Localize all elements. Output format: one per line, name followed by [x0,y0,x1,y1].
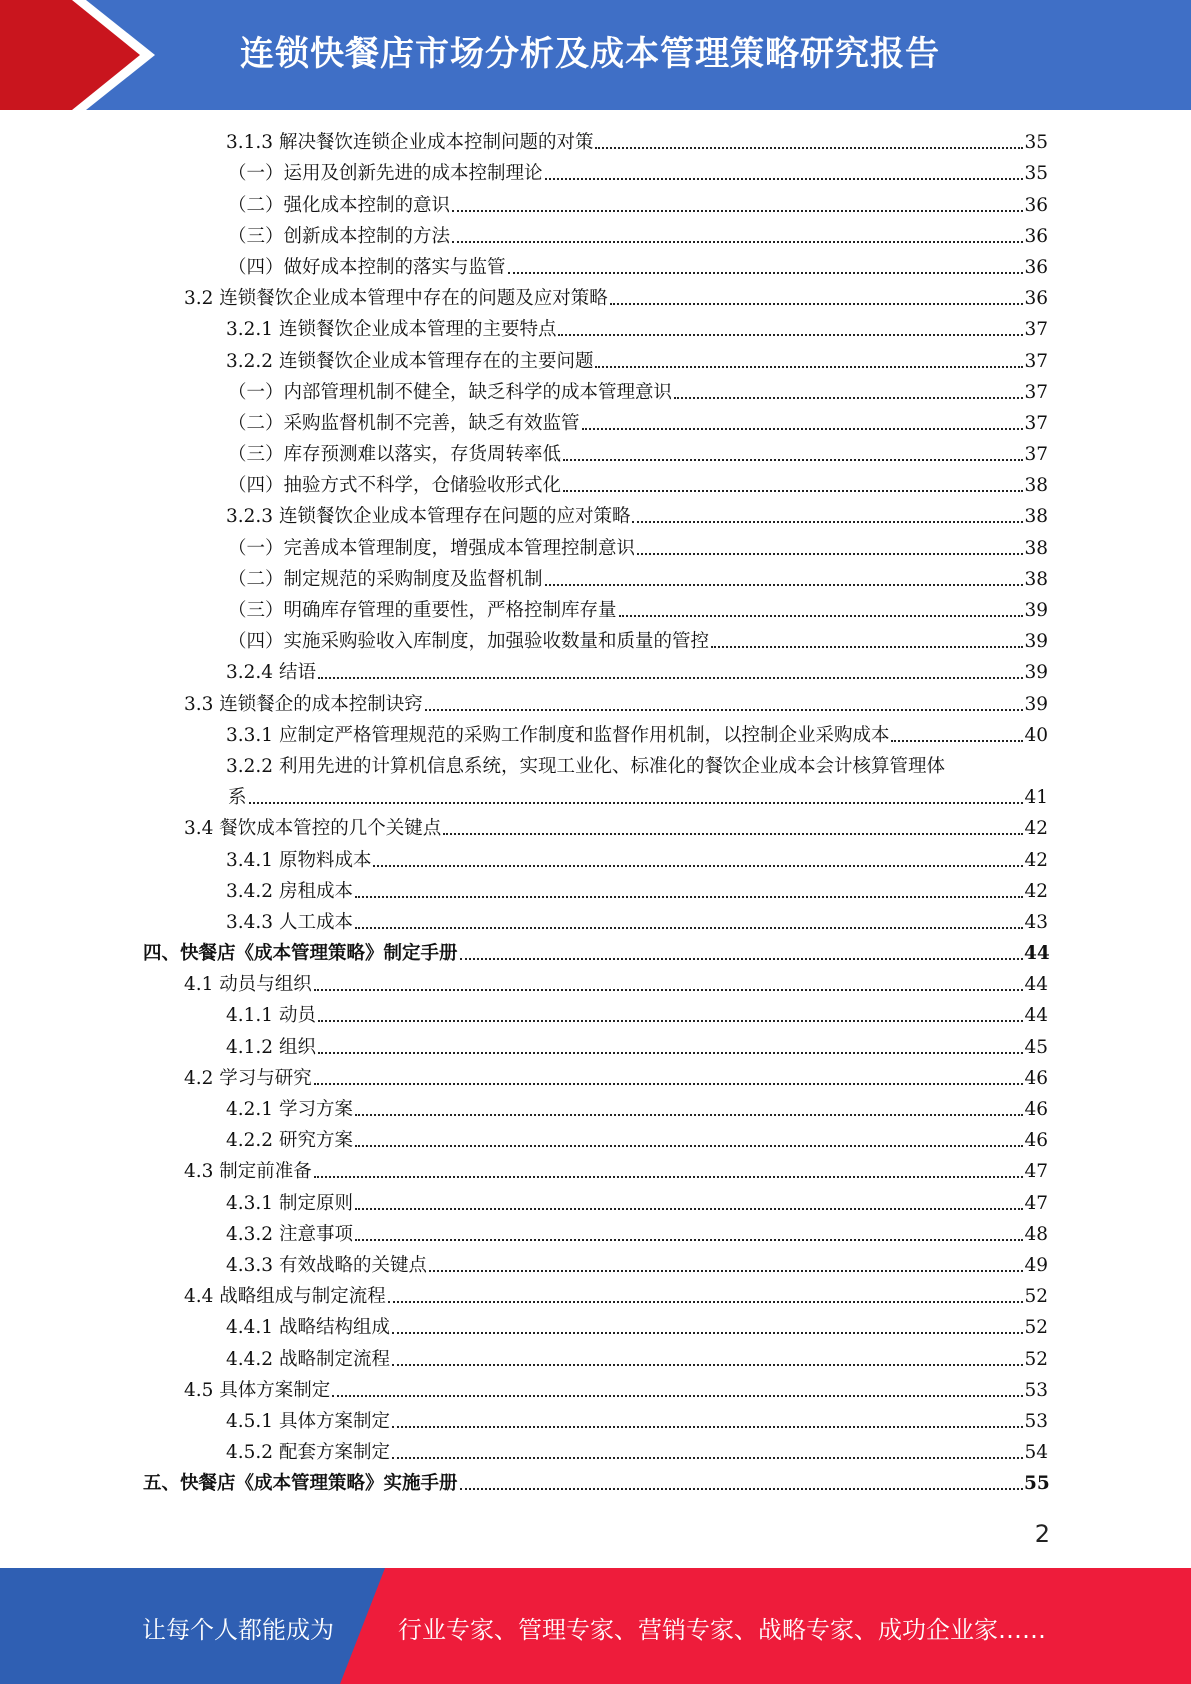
toc-entry[interactable] [0,1063,1191,1094]
toc-entry-label: （二）制定规范的采购制度及监督机制 [228,568,543,590]
toc-entry-label: （二）采购监督机制不完善，缺乏有效监管 [228,412,580,434]
toc-entry[interactable] [0,657,1191,688]
toc-entry-label: 3.4.1 原物料成本 [226,849,372,871]
toc-entry[interactable] [0,283,1191,314]
toc-entry[interactable] [0,1468,1191,1499]
toc-entry-label: 4.2 学习与研究 [184,1067,312,1089]
toc-entry-label: 4.3.1 制定原则 [226,1192,353,1214]
toc-dot-leader [355,1238,1023,1241]
toc-entry-page: 38 [1024,537,1048,559]
toc-entry[interactable] [0,1437,1191,1468]
toc-entry-page: 47 [1024,1161,1048,1183]
toc-entry[interactable] [0,1156,1191,1187]
toc-entry-label: （三）创新成本控制的方法 [228,225,451,247]
toc-entry-page: 45 [1024,1036,1048,1058]
toc-entry-label: 4.3 制定前准备 [184,1161,312,1183]
toc-entry-page: 37 [1024,350,1048,372]
toc-entry-page: 46 [1024,1099,1048,1121]
toc-dot-leader [249,801,1023,804]
toc-entry-page: 37 [1024,412,1048,434]
toc-entry-page: 42 [1024,880,1048,902]
toc-entry[interactable] [0,1000,1191,1031]
toc-entry-label: 3.2.2 连锁餐饮企业成本管理存在的主要问题 [226,350,594,372]
toc-entry-label: 4.3.2 注意事项 [226,1223,353,1245]
toc-entry-page: 53 [1024,1410,1048,1432]
toc-dot-leader [392,1331,1023,1334]
header-arrow-icon [0,0,145,110]
toc-entry-label: 4.5.1 具体方案制定 [226,1410,390,1432]
toc-dot-leader [595,146,1023,149]
toc-entry-page: 54 [1024,1442,1048,1464]
toc-entry-page: 37 [1024,319,1048,341]
toc-entry[interactable] [0,314,1191,345]
toc-dot-leader [508,271,1023,274]
toc-entry-page: 49 [1024,1254,1048,1276]
toc-entry-page: 36 [1024,256,1048,278]
toc-entry[interactable] [0,158,1191,189]
toc-dot-leader [452,240,1023,243]
toc-dot-leader [425,708,1023,711]
toc-entry-page: 44 [1024,1005,1048,1027]
toc-dot-leader [355,926,1023,929]
toc-entry-label: 3.4.3 人工成本 [226,911,353,933]
toc-dot-leader [545,177,1023,180]
toc-entry-label: （三）明确库存管理的重要性，严格控制库存量 [228,600,617,621]
toc-entry-label: 3.3 连锁餐企的成本控制诀窍 [184,693,423,715]
toc-entry-page: 41 [1024,787,1048,809]
toc-dot-leader [314,1082,1023,1085]
toc-dot-leader [460,957,1023,960]
toc-entry-label: 4.4 战略组成与制定流程 [184,1286,386,1308]
toc-entry[interactable] [0,470,1191,501]
toc-entry-label: （一）运用及创新先进的成本控制理论 [228,163,543,185]
toc-dot-leader [460,1487,1023,1490]
toc-entry-page: 39 [1024,600,1048,621]
toc-entry[interactable] [0,501,1191,532]
toc-entry-label-continued: 系 [228,787,247,809]
toc-entry[interactable] [0,1031,1191,1062]
toc-dot-leader [355,1113,1023,1116]
toc-dot-leader [318,1019,1023,1022]
toc-entry-page: 36 [1024,225,1048,247]
toc-entry-label: 3.3.1 应制定严格管理规范的采购工作制度和监督作用机制，以控制企业采购成本 [226,724,890,746]
toc-entry-label: （四）实施采购验收入库制度，加强验收数量和质量的管控 [228,631,710,653]
toc-entry-page: 52 [1024,1286,1048,1308]
toc-entry[interactable] [0,751,1191,813]
toc-entry-page: 44 [1024,974,1048,996]
toc-entry[interactable] [0,1343,1191,1374]
toc-entry[interactable] [0,189,1191,220]
toc-entry-label: （四）做好成本控制的落实与监管 [228,256,506,278]
toc-entry[interactable] [0,408,1191,439]
toc-entry-label: 4.4.1 战略结构组成 [226,1317,390,1339]
toc-dot-leader [355,1207,1023,1210]
toc-dot-leader [392,1363,1023,1366]
toc-entry[interactable] [0,1219,1191,1250]
toc-entry-page: 52 [1024,1348,1048,1370]
toc-entry[interactable] [0,1312,1191,1343]
toc-entry-label: 4.5 具体方案制定 [184,1379,331,1401]
toc-entry-label: 五、快餐店《成本管理策略》实施手册 [143,1473,458,1495]
toc-entry-page: 52 [1024,1317,1048,1339]
toc-entry[interactable] [0,252,1191,283]
toc-entry-label: 4.3.3 有效战略的关键点 [226,1254,427,1276]
toc-entry-label: 4.1.1 动员 [226,1005,316,1027]
toc-dot-leader [563,489,1023,492]
toc-dot-leader [610,302,1023,305]
toc-dot-leader [563,458,1023,461]
toc-entry[interactable] [0,720,1191,751]
toc-entry-page: 53 [1024,1379,1048,1401]
toc-entry-page: 55 [1024,1473,1050,1495]
toc-entry-page: 35 [1024,163,1048,185]
page-header [0,0,1191,110]
toc-entry-page: 36 [1024,194,1048,216]
toc-entry-label: （四）抽验方式不科学，仓储验收形式化 [228,475,562,497]
page-footer [0,1568,1191,1684]
toc-entry[interactable] [0,532,1191,563]
toc-entry[interactable] [0,564,1191,595]
toc-entry-page: 37 [1024,381,1048,403]
toc-dot-leader [373,864,1023,867]
toc-entry[interactable] [0,907,1191,938]
toc-entry[interactable] [0,844,1191,875]
toc-dot-leader [711,645,1023,648]
toc-entry-label: 4.1 动员与组织 [184,974,312,996]
toc-entry[interactable] [0,1187,1191,1218]
toc-entry[interactable] [0,938,1191,969]
toc-entry-page: 43 [1024,911,1048,933]
toc-dot-leader [332,1394,1023,1397]
toc-entry[interactable] [0,1250,1191,1281]
toc-entry-page: 38 [1024,568,1048,590]
toc-dot-leader [388,1300,1023,1303]
toc-dot-leader [619,614,1023,617]
toc-entry-page: 48 [1024,1223,1048,1245]
toc-entry[interactable] [0,876,1191,907]
toc-entry-label: 4.4.2 战略制定流程 [226,1348,390,1370]
toc-entry-page: 39 [1024,693,1048,715]
toc-dot-leader [392,1425,1023,1428]
toc-entry-label: （一）完善成本管理制度，增强成本管理控制意识 [228,537,636,559]
toc-entry-page: 38 [1024,475,1048,497]
toc-entry[interactable] [0,969,1191,1000]
toc-entry-label: 3.2 连锁餐饮企业成本管理中存在的问题及应对策略 [184,288,608,310]
toc-entry[interactable] [0,345,1191,376]
toc-entry-page: 47 [1024,1192,1048,1214]
toc-entry-label: 4.2.1 学习方案 [226,1099,353,1121]
toc-dot-leader [355,1144,1023,1147]
toc-entry-page: 46 [1024,1067,1048,1089]
toc-entry-label: 四、快餐店《成本管理策略》制定手册 [143,943,458,965]
toc-entry[interactable] [0,127,1191,158]
toc-dot-leader [318,1051,1023,1054]
toc-entry[interactable] [0,1281,1191,1312]
toc-entry-label: 3.4.2 房租成本 [226,880,353,902]
toc-dot-leader [545,583,1023,586]
toc-entry-page: 35 [1024,132,1048,154]
toc-dot-leader [318,676,1023,679]
footer-slogan-right: 行业专家、管理专家、营销专家、战略专家、成功企业家…… [398,1616,1046,1644]
toc-entry[interactable] [0,1125,1191,1156]
toc-entry-page: 36 [1024,288,1048,310]
toc-entry[interactable] [0,439,1191,470]
toc-entry[interactable] [0,1094,1191,1125]
toc-entry[interactable] [0,377,1191,408]
toc-entry[interactable] [0,1406,1191,1437]
toc-dot-leader [674,396,1023,399]
toc-entry-label: 3.2.2 利用先进的计算机信息系统，实现工业化、标准化的餐饮企业成本会计核算管理体 [226,755,945,777]
toc-dot-leader [558,333,1023,336]
toc-entry-label: 4.2.2 研究方案 [226,1130,353,1152]
toc-entry-page: 42 [1024,849,1048,871]
toc-entry-page: 46 [1024,1130,1048,1152]
toc-dot-leader [891,739,1023,742]
toc-dot-leader [637,552,1023,555]
toc-entry-label: （三）库存预测难以落实，存货周转率低 [228,444,562,466]
toc-entry-page: 39 [1024,662,1048,684]
toc-entry-label: 3.2.3 连锁餐饮企业成本管理存在问题的应对策略 [226,506,631,528]
toc-entry[interactable] [0,626,1191,657]
page-number: 2 [1034,1520,1050,1548]
toc-entry[interactable] [0,688,1191,719]
table-of-contents [0,127,1191,1499]
toc-dot-leader [443,832,1023,835]
toc-entry-page: 37 [1024,444,1048,466]
toc-entry-label: 3.2.4 结语 [226,662,316,684]
toc-entry-label: 3.4 餐饮成本管控的几个关键点 [184,818,442,840]
toc-entry-label: （二）强化成本控制的意识 [228,194,451,216]
toc-entry-page: 40 [1024,724,1048,746]
toc-dot-leader [314,1175,1023,1178]
toc-entry-label: 4.1.2 组织 [226,1036,316,1058]
toc-dot-leader [355,895,1023,898]
toc-entry-page: 42 [1024,818,1048,840]
footer-slogan-left: 让每个人都能成为 [142,1616,334,1644]
toc-entry[interactable] [0,221,1191,252]
report-title: 连锁快餐店市场分析及成本管理策略研究报告 [240,34,940,74]
toc-dot-leader [582,427,1023,430]
toc-entry-page: 39 [1024,631,1048,653]
toc-dot-leader [392,1456,1023,1459]
toc-dot-leader [632,520,1023,523]
toc-entry-label: 4.5.2 配套方案制定 [226,1442,390,1464]
toc-entry-label: （一）内部管理机制不健全，缺乏科学的成本管理意识 [228,381,673,403]
toc-entry[interactable] [0,595,1191,626]
toc-dot-leader [429,1269,1023,1272]
toc-dot-leader [452,209,1023,212]
toc-entry-label: 3.2.1 连锁餐饮企业成本管理的主要特点 [226,319,557,341]
toc-entry-page: 38 [1024,506,1048,528]
toc-entry-page: 44 [1024,943,1050,965]
toc-entry[interactable] [0,813,1191,844]
toc-dot-leader [595,365,1023,368]
toc-entry-label: 3.1.3 解决餐饮连锁企业成本控制问题的对策 [226,132,594,154]
toc-entry[interactable] [0,1375,1191,1406]
toc-dot-leader [314,988,1023,991]
